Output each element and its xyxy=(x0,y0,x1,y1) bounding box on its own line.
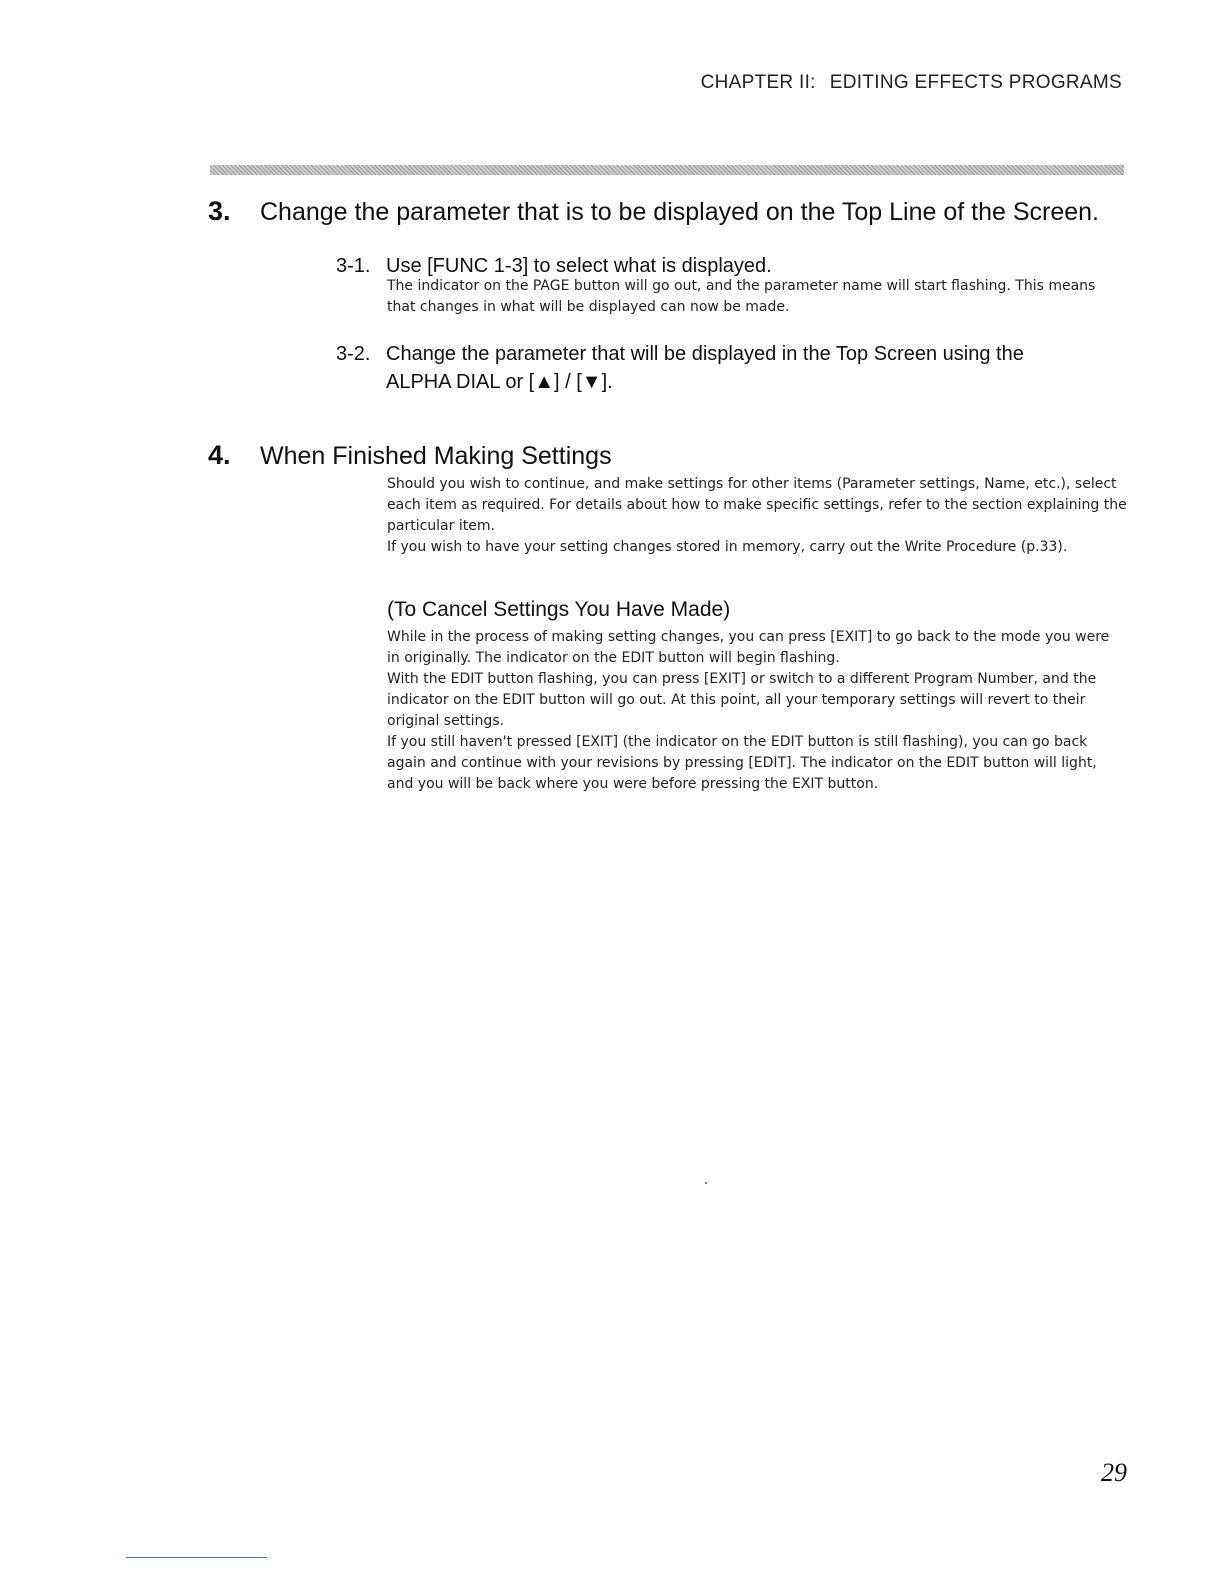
header-title: EDITING EFFECTS PROGRAMS xyxy=(829,72,1122,93)
substep-3-2-heading xyxy=(336,340,1116,396)
step-3-title: Change the parameter that is to be displayed on the Top Line of the Screen. xyxy=(260,198,1099,226)
substep-3-1-text: The indicator on the PAGE button will go out, and the parameter name will start flashing. This means that changes in what will be displayed can now be made. xyxy=(387,278,1096,315)
step-4-para-1: Should you wish to continue, and make settings for other items (Parameter settings, Name, etc.), select each item as required. For details about how to make specific settings, refer to the section explaining the particular item. xyxy=(387,476,1127,534)
substep-3-2-number: 3-2. xyxy=(336,343,371,365)
running-header xyxy=(701,72,1122,94)
section-divider xyxy=(210,165,1124,175)
substep-3-1-body xyxy=(387,276,1112,318)
margin-line xyxy=(126,1557,267,1558)
scan-speck xyxy=(705,1182,707,1184)
cancel-para-3: If you still haven't pressed [EXIT] (the indicator on the EDIT button is still flashing), you can go back again and continue with your revisions by pressing [EDIT]. The indicator on the EDIT button will light, and you will be back where you were before pressing the EXIT button. xyxy=(387,734,1097,792)
header-chapter: CHAPTER II: xyxy=(700,72,816,93)
cancel-para-1: While in the process of making setting changes, you can press [EXIT] to go back to the mode you were in originally. The indicator on the EDIT button will begin flashing. xyxy=(387,629,1110,666)
step-3-number: 3. xyxy=(208,196,231,226)
substep-3-1-title: Use [FUNC 1-3] to select what is displayed. xyxy=(386,255,772,277)
cancel-heading: (To Cancel Settings You Have Made) xyxy=(387,598,731,621)
substep-3-1-number: 3-1. xyxy=(336,255,371,277)
substep-3-2-line2: ALPHA DIAL or [▲] / [▼]. xyxy=(386,371,613,393)
step-4-para-2: If you wish to have your setting changes stored in memory, carry out the Write Procedure (p.33). xyxy=(387,539,1068,555)
step-4-body xyxy=(387,474,1127,558)
step-4-number: 4. xyxy=(208,440,231,470)
substep-3-2-line1: Change the parameter that will be displayed in the Top Screen using the xyxy=(386,343,1024,365)
step-4-title: When Finished Making Settings xyxy=(260,442,612,470)
page-number: 29 xyxy=(1101,1458,1127,1487)
cancel-para-2: With the EDIT button flashing, you can press [EXIT] or switch to a different Program Number, and the indicator on the EDIT button will go out. At this point, all your temporary settings will revert to their original settings. xyxy=(387,671,1097,729)
step-3-heading xyxy=(208,196,1099,227)
step-4-heading xyxy=(208,440,612,471)
cancel-body xyxy=(387,627,1112,795)
